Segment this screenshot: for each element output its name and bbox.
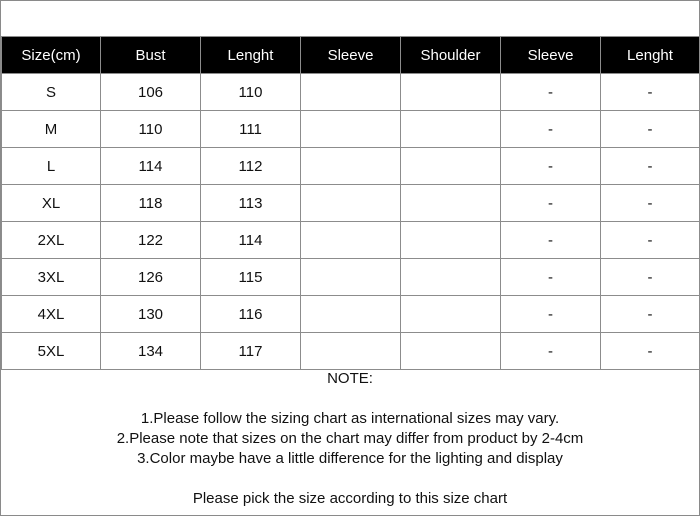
table-cell: - — [501, 259, 601, 296]
table-cell: - — [601, 148, 700, 185]
table-cell: M — [2, 111, 101, 148]
table-cell: - — [601, 222, 700, 259]
header-size: Size(cm) — [2, 37, 101, 74]
table-cell — [301, 148, 401, 185]
table-cell — [401, 111, 501, 148]
table-cell — [301, 222, 401, 259]
table-cell — [401, 222, 501, 259]
table-cell: 116 — [201, 296, 301, 333]
table-cell: 126 — [101, 259, 201, 296]
header-sleeve: Sleeve — [301, 37, 401, 74]
table-cell — [301, 111, 401, 148]
header-length-2: Lenght — [601, 37, 700, 74]
table-cell: - — [501, 111, 601, 148]
table-row — [2, 333, 700, 370]
note-footer: Please pick the size according to this size chart — [192, 490, 508, 507]
table-cell: S — [2, 74, 101, 111]
table-row — [2, 222, 700, 259]
table-body — [2, 74, 700, 370]
table-cell: 114 — [101, 148, 201, 185]
table-cell: 130 — [101, 296, 201, 333]
table-cell: 134 — [101, 333, 201, 370]
table-row — [2, 185, 700, 222]
table-cell — [401, 74, 501, 111]
header-sleeve-2: Sleeve — [501, 37, 601, 74]
note-item-2: 2.Please note that sizes on the chart may differ from product by 2-4cm — [116, 430, 584, 447]
header-shoulder: Shoulder — [401, 37, 501, 74]
table-cell: - — [501, 296, 601, 333]
note-item-3: 3.Color maybe have a little difference for the lighting and display — [137, 450, 563, 467]
header-bust: Bust — [101, 37, 201, 74]
table-cell — [301, 296, 401, 333]
table-cell: XL — [2, 185, 101, 222]
table-cell: - — [601, 296, 700, 333]
table-cell: 3XL — [2, 259, 101, 296]
table-cell — [401, 333, 501, 370]
table-cell: 114 — [201, 222, 301, 259]
table-cell: 110 — [101, 111, 201, 148]
table-cell: L — [2, 148, 101, 185]
table-cell: 110 — [201, 74, 301, 111]
table-row — [2, 74, 700, 111]
table-cell: - — [501, 148, 601, 185]
table-cell — [401, 148, 501, 185]
table-cell: - — [601, 74, 700, 111]
table-cell — [401, 185, 501, 222]
table-row — [2, 259, 700, 296]
table-cell: - — [501, 185, 601, 222]
note-item-1: 1.Please follow the sizing chart as international sizes may vary. — [140, 410, 560, 427]
table-row — [2, 148, 700, 185]
table-cell — [401, 296, 501, 333]
table-cell: 115 — [201, 259, 301, 296]
table-cell: - — [501, 333, 601, 370]
table-cell — [301, 333, 401, 370]
table-cell — [401, 259, 501, 296]
table-cell: 2XL — [2, 222, 101, 259]
table-cell: 4XL — [2, 296, 101, 333]
table-cell: 113 — [201, 185, 301, 222]
table-cell: 111 — [201, 111, 301, 148]
table-row — [2, 111, 700, 148]
table-cell — [301, 259, 401, 296]
table-cell: 5XL — [2, 333, 101, 370]
notes-section — [0, 369, 700, 509]
note-title: NOTE: — [327, 370, 373, 387]
table-cell: - — [601, 185, 700, 222]
table-cell — [301, 74, 401, 111]
header-row — [2, 37, 700, 74]
table-cell: - — [601, 259, 700, 296]
table-cell: - — [601, 111, 700, 148]
table-cell: - — [501, 74, 601, 111]
table-cell: - — [501, 222, 601, 259]
table-header — [2, 37, 700, 74]
table-cell: 112 — [201, 148, 301, 185]
table-row — [2, 296, 700, 333]
header-length: Lenght — [201, 37, 301, 74]
table-cell — [301, 185, 401, 222]
table-cell: 117 — [201, 333, 301, 370]
table-cell: 118 — [101, 185, 201, 222]
size-chart-table — [1, 36, 700, 370]
table-cell: 122 — [101, 222, 201, 259]
table-cell: 106 — [101, 74, 201, 111]
table-cell: - — [601, 333, 700, 370]
